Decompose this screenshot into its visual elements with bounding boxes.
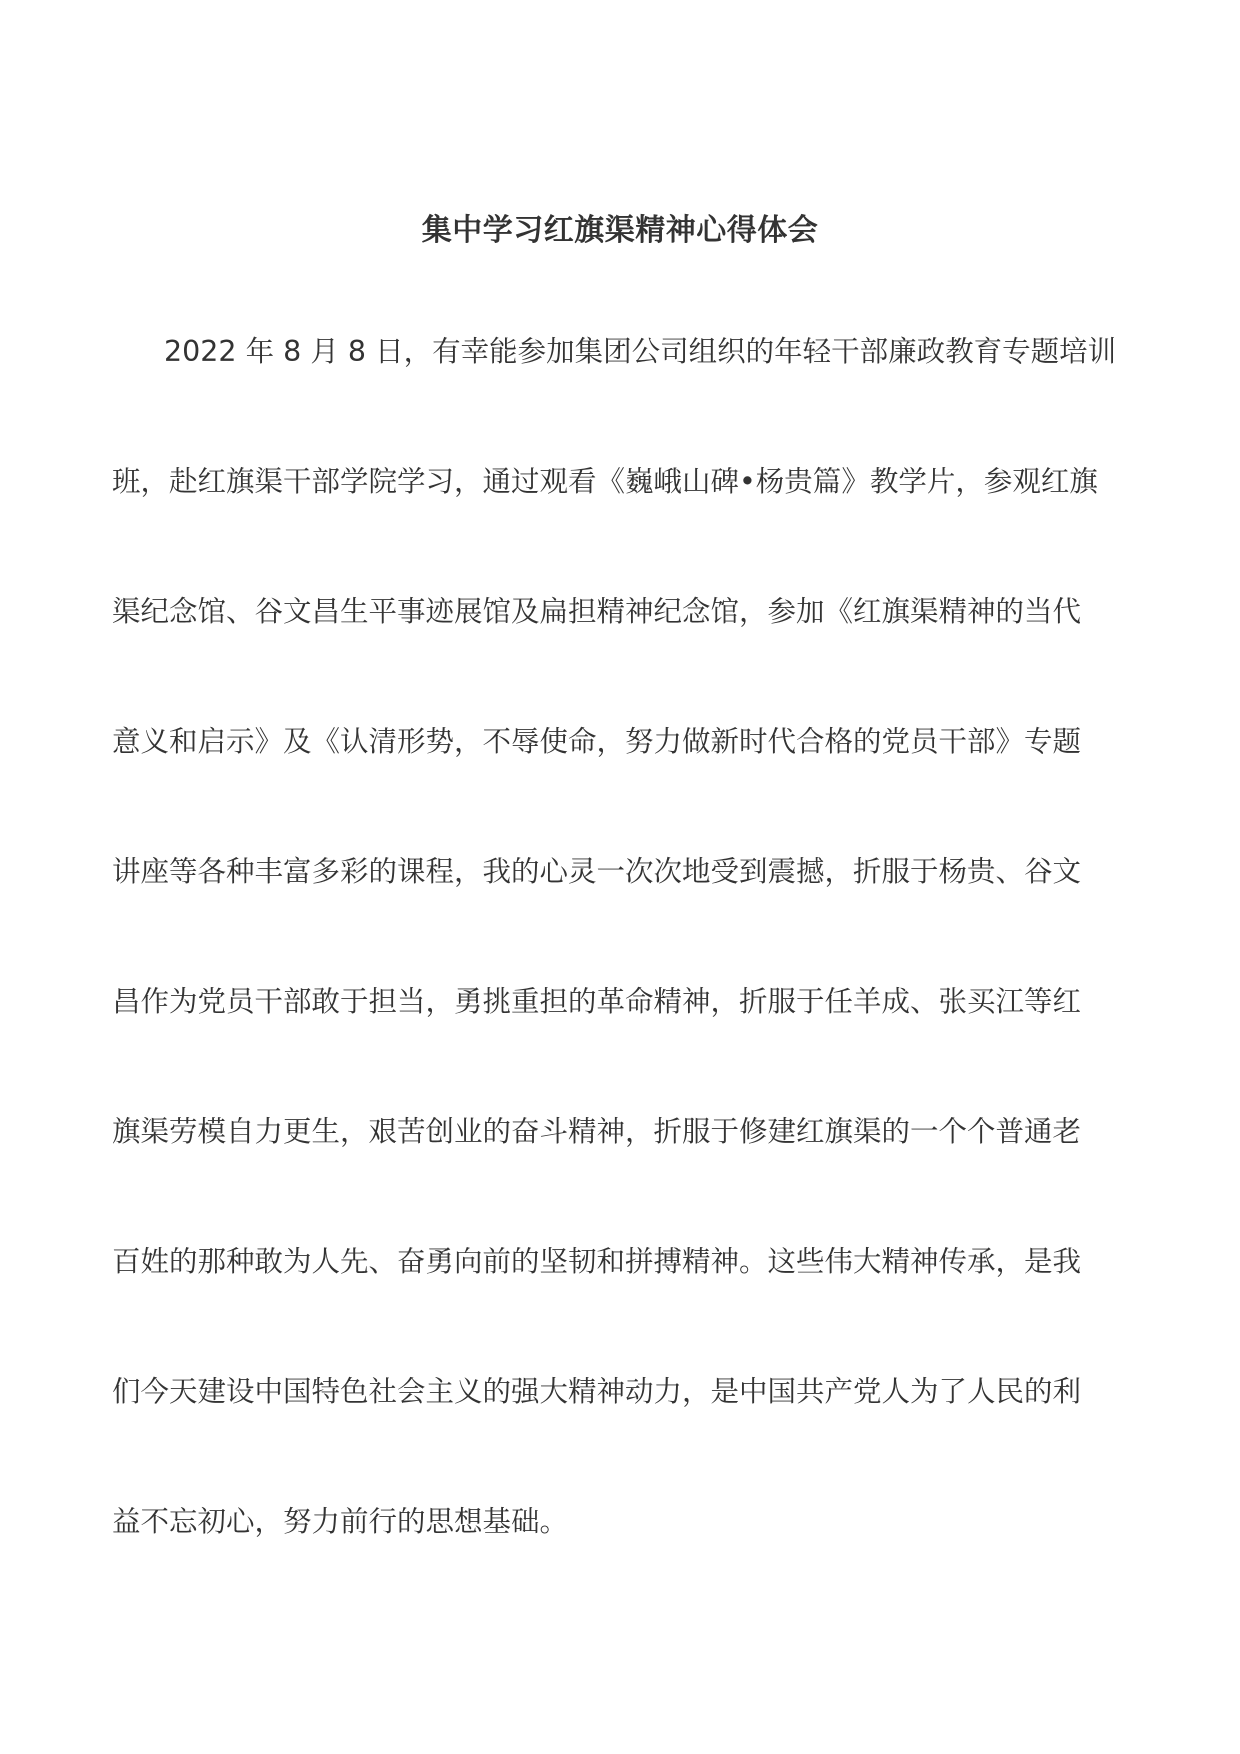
paragraph-line: 旗渠劳模自力更生，艰苦创业的奋斗精神，折服于修建红旗渠的一个个普通老	[112, 1115, 1082, 1148]
page-title: 集中学习红旗渠精神心得体会	[421, 213, 819, 248]
paragraph-line: 意义和启示》及《认清形势，不辱使命，努力做新时代合格的党员干部》专题	[112, 725, 1082, 758]
paragraph-line: 百姓的那种敢为人先、奋勇向前的坚韧和拼搏精神。这些伟大精神传承，是我	[112, 1245, 1082, 1278]
paragraph-line: 们今天建设中国特色社会主义的强大精神动力，是中国共产党人为了人民的利	[112, 1375, 1082, 1408]
paragraph-line: 班，赴红旗渠干部学院学习，通过观看《巍峨山碑•杨贵篇》教学片，参观红旗	[112, 465, 1098, 498]
body-paragraph	[112, 330, 1132, 1630]
paragraph-line: 讲座等各种丰富多彩的课程，我的心灵一次次地受到震撼，折服于杨贵、谷文	[112, 855, 1082, 888]
paragraph-line: 渠纪念馆、谷文昌生平事迹展馆及扁担精神纪念馆，参加《红旗渠精神的当代	[112, 595, 1082, 628]
paragraph-line: 益不忘初心，努力前行的思想基础。	[112, 1505, 569, 1538]
paragraph-line: 昌作为党员干部敢于担当，勇挑重担的革命精神，折服于任羊成、张买江等红	[112, 985, 1082, 1018]
paragraph-line: 2022 年 8 月 8 日，有幸能参加集团公司组织的年轻干部廉政教育专题培训	[164, 335, 1117, 368]
